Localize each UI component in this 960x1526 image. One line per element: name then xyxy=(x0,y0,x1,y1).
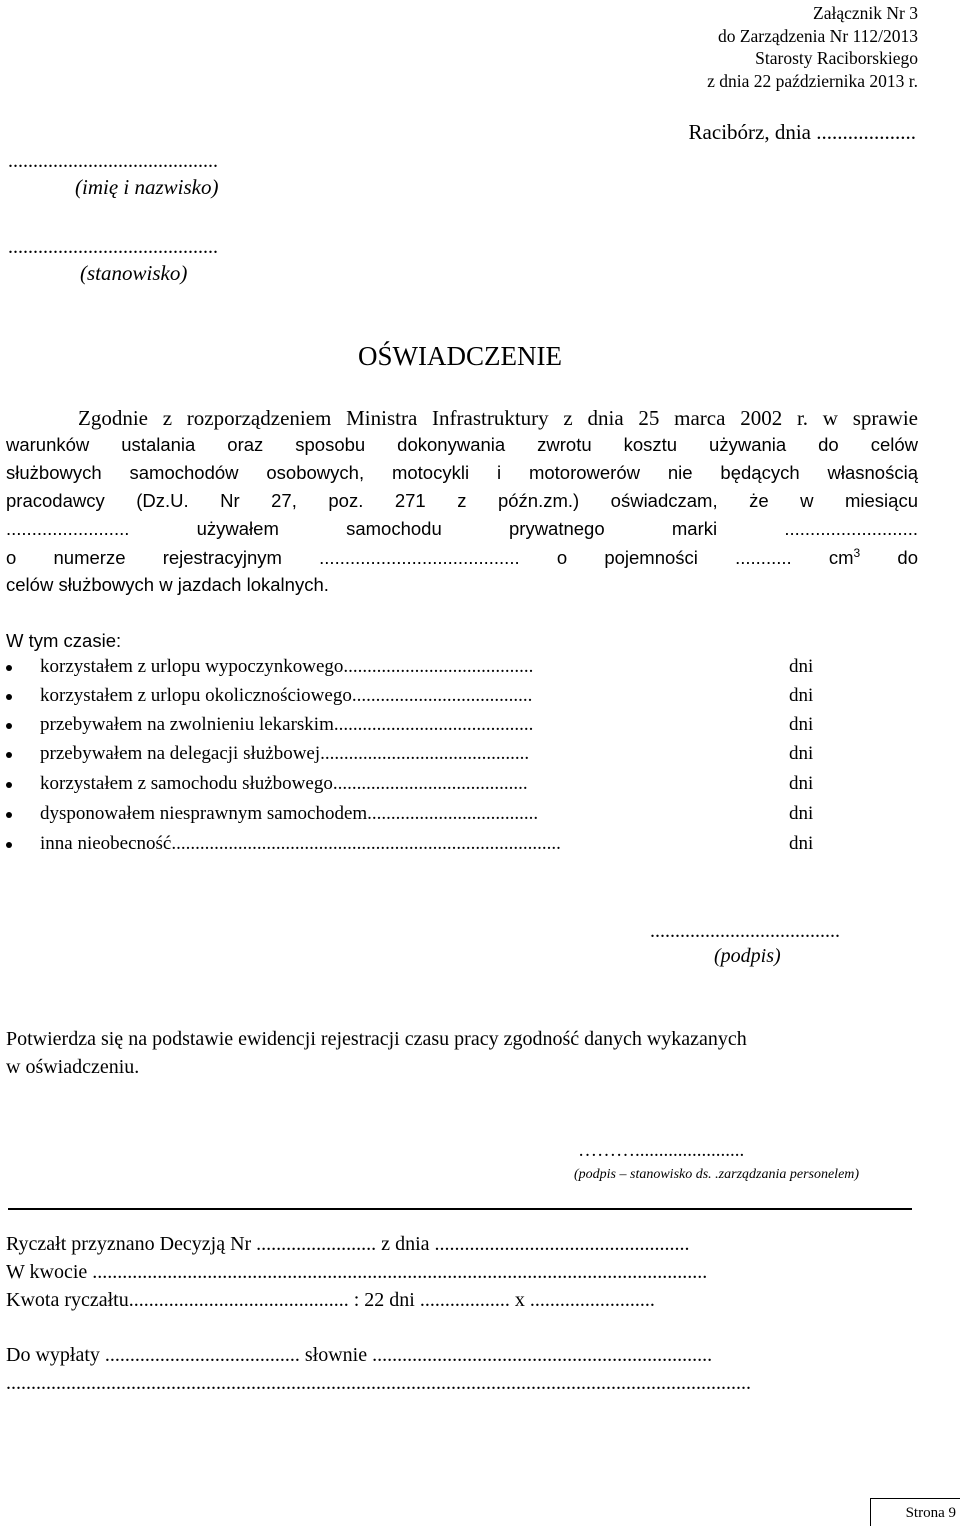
absence-item: korzystałem z samochodu służbowego......................................... xyxy=(40,773,528,794)
absence-item: korzystałem z urlopu wypoczynkowego........................................ xyxy=(40,656,534,677)
bullet-icon xyxy=(6,782,12,788)
body-line-text: o numerze rejestracyjnym ....................................... o pojemności ........... cm xyxy=(6,547,854,568)
bullet-icon xyxy=(6,842,12,848)
settlement-line: Ryczałt przyznano Decyzją Nr ........................ z dnia ................................................... xyxy=(6,1233,690,1255)
name-field-dots: .......................................... xyxy=(8,150,218,172)
annex-line: z dnia 22 października 2013 r. xyxy=(707,70,918,91)
name-label: (imię i nazwisko) xyxy=(75,175,219,199)
absence-unit: dni xyxy=(789,685,814,706)
absence-item: przebywałem na delegacji służbowej............................................ xyxy=(40,743,530,764)
annex-header xyxy=(600,2,918,92)
annex-line: do Zarządzenia Nr 112/2013 xyxy=(717,25,918,46)
signature-dots: ...................................... xyxy=(650,920,840,942)
hr-signature-label: (podpis – stanowisko ds. .zarządzania personelem) xyxy=(574,1167,860,1182)
signature-label: (podpis) xyxy=(714,945,781,967)
absence-unit: dni xyxy=(789,743,814,764)
annex-line: Załącznik Nr 3 xyxy=(813,3,918,23)
body-line-capacity xyxy=(6,546,918,569)
page-number: Strona 9 xyxy=(905,1505,956,1521)
body-line: warunków ustalania oraz sposobu dokonywania zwrotu kosztu używania do celów xyxy=(6,434,918,455)
place-date: Racibórz, dnia ................... xyxy=(688,120,916,144)
absence-item: przebywałem na zwolnieniu lekarskim.......................................... xyxy=(40,714,534,735)
bullet-icon xyxy=(6,812,12,818)
absence-item: korzystałem z urlopu okolicznościowego...................................... xyxy=(40,685,533,706)
section-divider xyxy=(8,1208,912,1210)
settlement-line: ..................................................................................................................................................... xyxy=(6,1372,751,1394)
document-title: OŚWIADCZENIE xyxy=(358,341,562,371)
settlement-line: W kwocie ........................................................................................................................... xyxy=(6,1261,708,1283)
intro-line: Zgodnie z rozporządzeniem Ministra Infrastruktury z dnia 25 marca 2002 r. w sprawie xyxy=(78,406,918,430)
hr-signature-dots: ………....................... xyxy=(578,1140,745,1161)
absence-unit: dni xyxy=(789,714,814,735)
body-line: ........................ używałem samochodu prywatnego marki .......................... xyxy=(6,518,918,539)
body-line: celów służbowych w jazdach lokalnych. xyxy=(6,574,329,595)
annex-line: Starosty Raciborskiego xyxy=(755,48,918,68)
absence-unit: dni xyxy=(789,803,814,824)
settlement-line: Kwota ryczałtu............................................ : 22 dni .................. x ......................... xyxy=(6,1289,655,1311)
bullet-icon xyxy=(6,723,12,729)
absence-unit: dni xyxy=(789,656,814,677)
superscript: 3 xyxy=(853,546,861,560)
confirmation-line: w oświadczeniu. xyxy=(6,1056,140,1078)
confirmation-line: Potwierdza się na podstawie ewidencji rejestracji czasu pracy zgodność danych wykazanych xyxy=(6,1028,747,1050)
body-line: pracodawcy (Dz.U. Nr 27, poz. 271 z późn.zm.) oświadczam, że w miesiącu xyxy=(6,490,918,511)
absences-heading: W tym czasie: xyxy=(6,630,122,651)
absence-item: inna nieobecność.................................................................................. xyxy=(40,833,561,854)
absence-unit: dni xyxy=(789,773,814,794)
absence-item: dysponowałem niesprawnym samochodem.................................... xyxy=(40,803,539,824)
body-line-text: do xyxy=(860,547,919,568)
bullet-icon xyxy=(6,665,12,671)
settlement-line: Do wypłaty ....................................... słownie .................................................................... xyxy=(6,1344,713,1366)
position-label: (stanowisko) xyxy=(80,261,188,285)
bullet-icon xyxy=(6,752,12,758)
body-line: służbowych samochodów osobowych, motocykli i motorowerów nie będących własnością xyxy=(6,462,918,483)
position-field-dots: .......................................... xyxy=(8,236,218,258)
absence-unit: dni xyxy=(789,833,814,854)
bullet-icon xyxy=(6,694,12,700)
